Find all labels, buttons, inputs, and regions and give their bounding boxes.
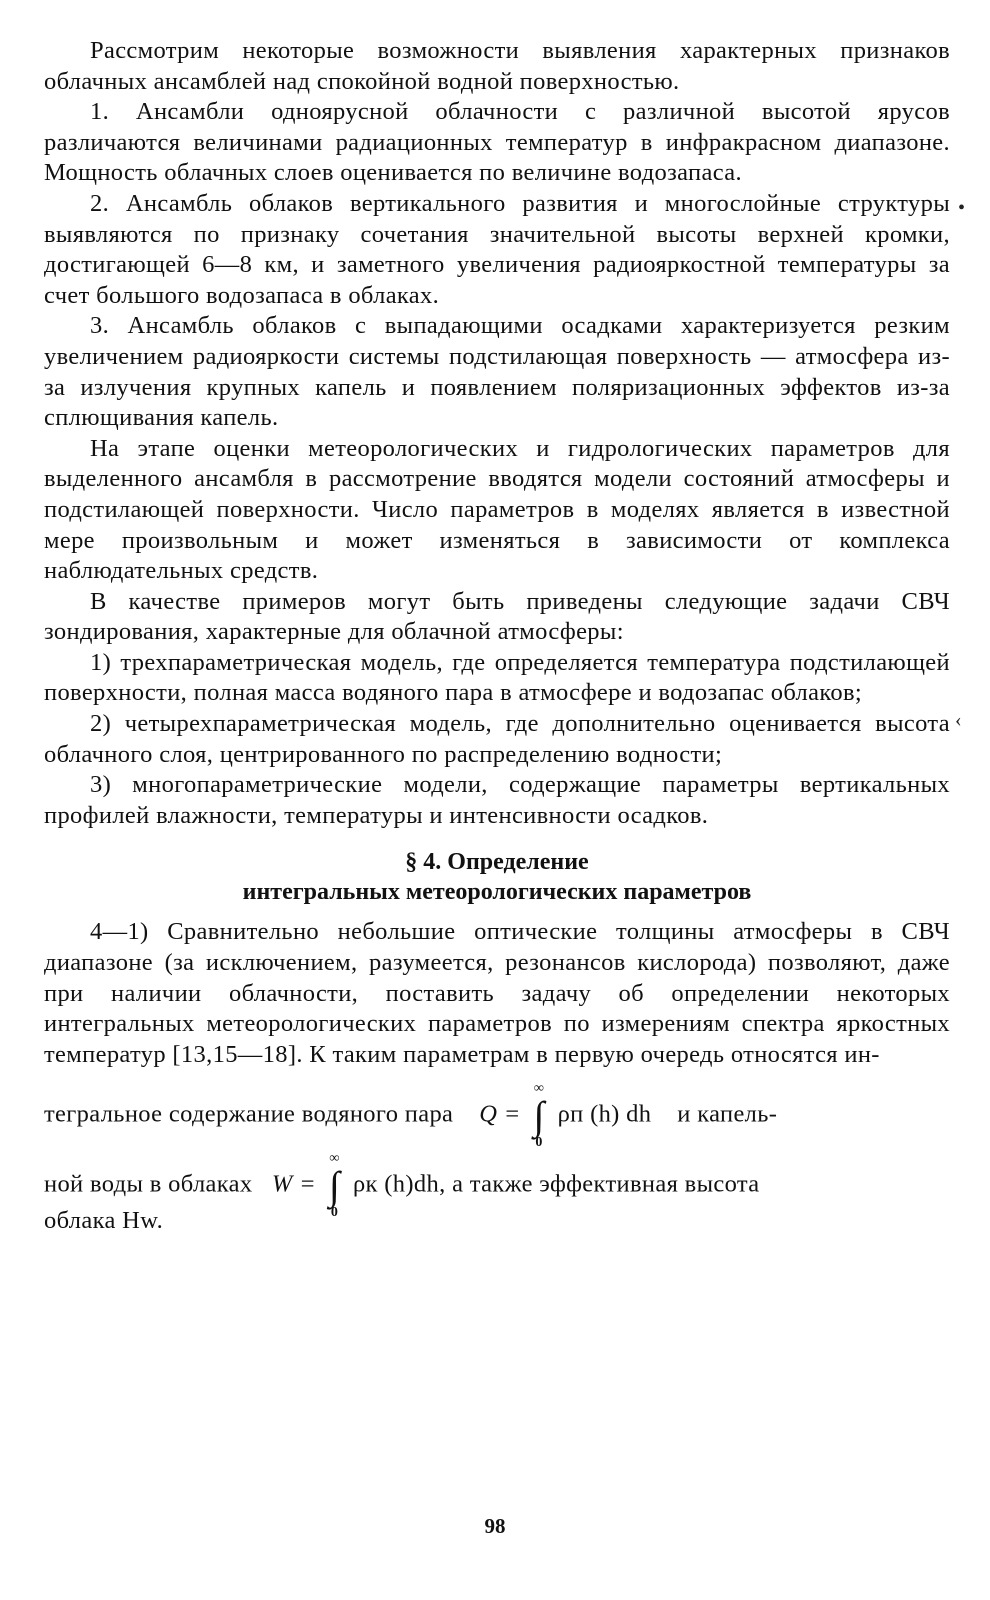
- list-item-3: 3) многопараметрические модели, содержащие параметры вертикальных профилей влажности, температуры и интенсивности осадков.: [44, 771, 950, 829]
- formula-2-text-before: ной воды в облаках: [44, 1171, 253, 1199]
- list-item-1: 1) трехпараметрическая модель, где определяется температура подстилающей поверхности, полная масса водяного пара в атмосфере и водозапас облаков;: [44, 648, 950, 707]
- integral-2-lower-limit: 0: [330, 1205, 339, 1221]
- paragraph-item-1: 1. Ансамбли одноярусной облачности с различной высотой ярусов различаются величинами радиационных температур в инфракрасном диапазоне. Мощность облачных слоев оценивается по величине водозапаса.: [44, 98, 950, 187]
- last-line: облака Hw.: [44, 1207, 164, 1235]
- margin-mark-2: ‹: [955, 709, 962, 731]
- paragraph-examples: В качестве примеров могут быть приведены следующие задачи СВЧ зондирования, характерные для облачной атмосферы:: [44, 587, 950, 646]
- integral-1-upper-limit: ∞: [533, 1081, 545, 1097]
- paragraph-item-2: 2. Ансамбль облаков вертикального развития и многослойные структуры выявляются по признаку сочетания значительной высоты верхней кромки, достигающей 6—8 км, и заметного увеличения радиояркостной температуры за счет большого водозапаса в облаках.: [44, 189, 950, 309]
- formula-1-text-before: тегральное содержание водяного пара: [44, 1101, 454, 1129]
- list-item-2: 2) четырехпараметрическая модель, где дополнительно оценивается высота облачного слоя, центрированного по распределению водности;: [44, 710, 950, 768]
- integral-sign-2: ∞ ∫ 0: [325, 1166, 345, 1206]
- formula-2-lhs: W =: [271, 1171, 317, 1199]
- formula-2-text-after: а также эффективная высота: [452, 1171, 760, 1199]
- integral-1-lower-limit: 0: [535, 1135, 543, 1151]
- integral-2-upper-limit: ∞: [329, 1151, 340, 1167]
- paragraph-item-3: 3. Ансамбль облаков с выпадающими осадками характеризуется резким увеличением радиояркости системы подстилающая поверхность — атмосфера из-за излучения крупных капель и появлением поляризационных эффектов из-за сплющивания капель.: [44, 312, 950, 432]
- integral-sign-1: ∞ ∫ 0: [529, 1096, 549, 1136]
- section-heading-line-2: интегральных метеорологических параметров: [242, 879, 752, 906]
- paragraph-models: На этапе оценки метеорологических и гидрологических параметров для выделенного ансамбля в рассмотрение вводятся модели состояний атмосферы и подстилающей поверхности. Число параметров в моделях является в известной мере произвольным и может изменяться в зависимости от комплекса наблюдательных средств.: [44, 434, 950, 585]
- page-body: [44, 36, 950, 1237]
- formula-2-integrand: ρк (h)dh,: [352, 1171, 446, 1199]
- section-heading-line-1: § 4. Определение: [405, 849, 589, 876]
- page-number: 98: [484, 1514, 506, 1538]
- section-heading: [44, 847, 950, 907]
- paragraph-intro: Рассмотрим некоторые возможности выявления характерных признаков облачных ансамблей над спокойной водной поверхностью.: [44, 37, 950, 95]
- formula-1-integrand: ρп (h) dh: [557, 1101, 652, 1129]
- margin-mark-1: •: [958, 197, 966, 219]
- formula-1-lhs: Q =: [479, 1101, 521, 1129]
- section-paragraph: 4—1) Сравнительно небольшие оптические толщины атмосферы в СВЧ диапазоне (за исключением, разумеется, резонансов кислорода) позволяют, даже при наличии облачности, поставить задачу об определении некоторых интегральных метеорологических параметров по измерениям спектра яркостных температур [13,15—18]. К таким параметрам в первую очередь относятся ин-: [44, 918, 950, 1068]
- formula-1-text-after: и капель-: [677, 1101, 778, 1129]
- formula-line-1: [44, 1081, 950, 1151]
